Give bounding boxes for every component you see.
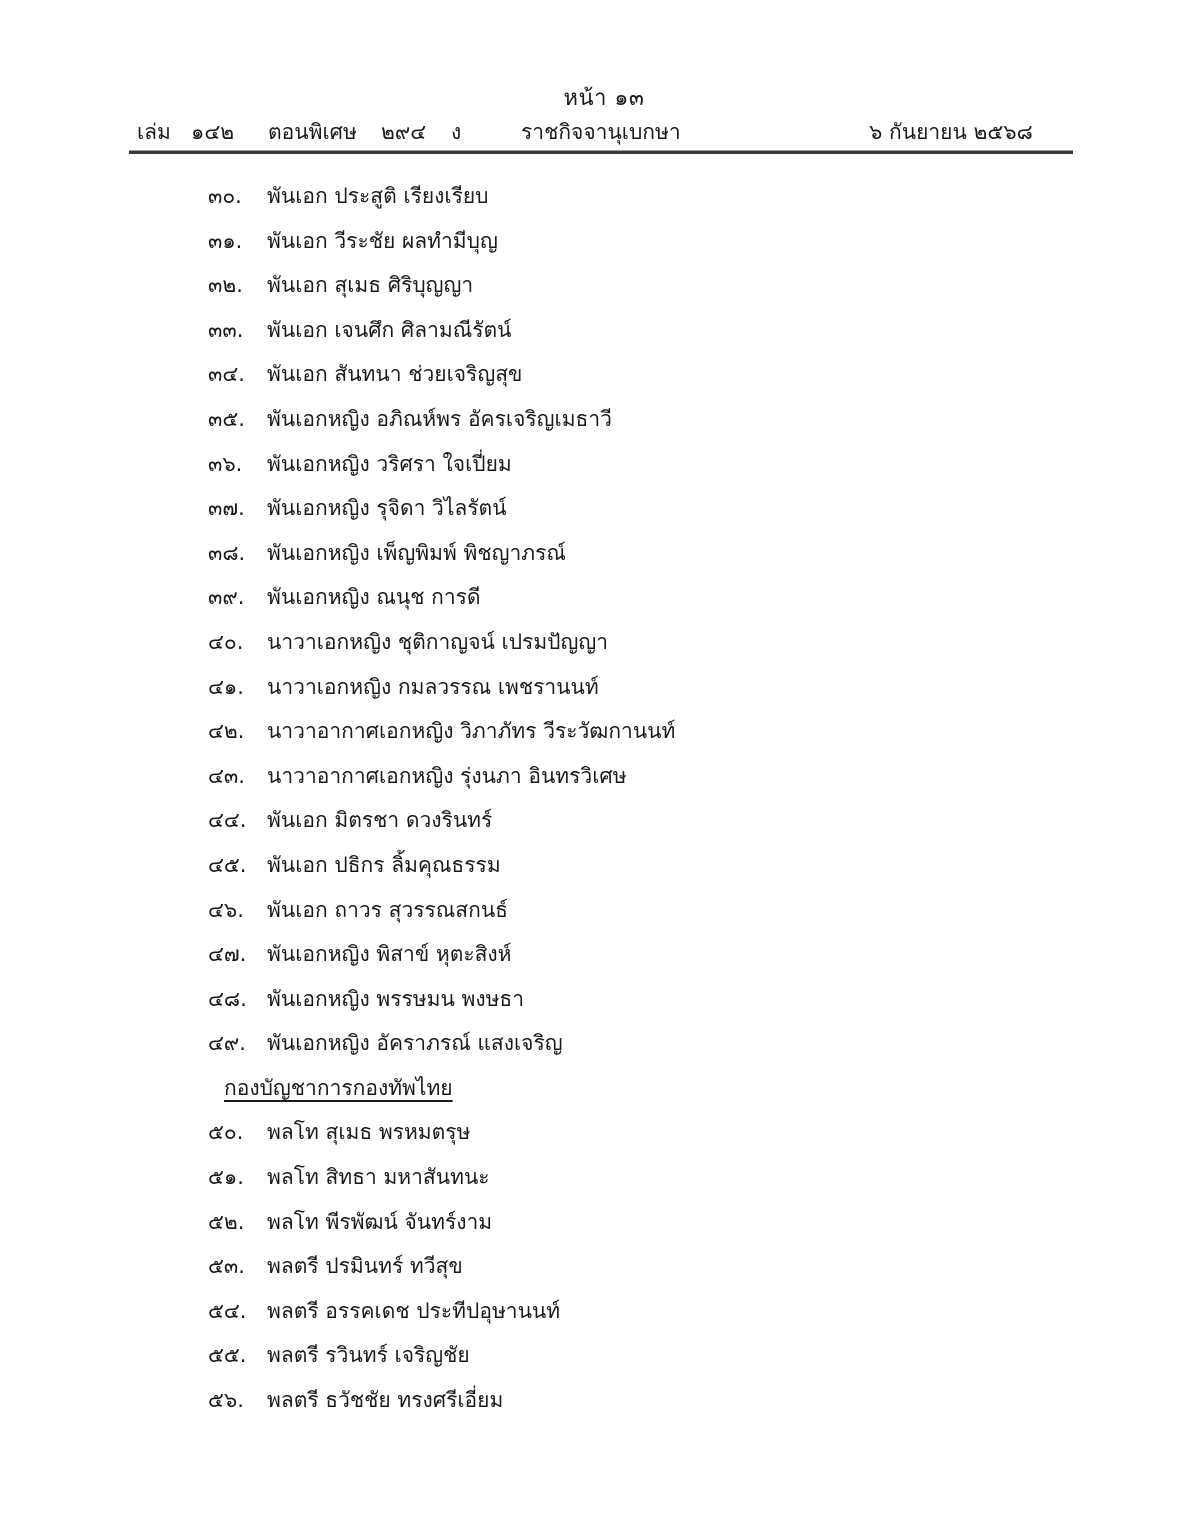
item-number: ๕๑.	[208, 1165, 244, 1190]
list-item	[208, 669, 1108, 714]
list-item	[208, 1293, 1108, 1338]
item-number: ๓๘.	[208, 540, 246, 565]
list-item	[208, 1382, 1108, 1427]
item-name: พันเอกหญิง วริศรา ใจเปี่ยม	[267, 451, 512, 476]
section-heading	[208, 1070, 1108, 1115]
item-name: นาวาอากาศเอกหญิง รุ่งนภา อินทรวิเศษ	[267, 763, 627, 788]
item-name: พันเอกหญิง อภิณห์พร อัครเจริญเมธาวี	[267, 406, 612, 431]
item-number: ๔๔.	[208, 808, 247, 833]
publication-name: ราชกิจจานุเบกษา	[521, 120, 681, 144]
item-name: พันเอก ถาวร สุวรรณสกนธ์	[267, 897, 508, 922]
item-name: พลโท พีรพัฒน์ จันทร์งาม	[267, 1209, 493, 1234]
name-list	[208, 178, 1108, 1427]
item-number: ๓๕.	[208, 406, 245, 431]
item-number: ๓๙.	[208, 585, 245, 610]
list-item	[208, 1248, 1108, 1293]
item-number: ๓๒.	[208, 273, 243, 298]
list-item	[208, 535, 1108, 580]
item-number: ๓๓.	[208, 317, 244, 342]
item-name: พันเอกหญิง อัคราภรณ์ แสงเจริญ	[267, 1031, 563, 1056]
list-item	[208, 892, 1108, 937]
list-item	[208, 1114, 1108, 1159]
item-number: ๕๐.	[208, 1120, 244, 1145]
publication-date: ๖ กันยายน ๒๕๖๘	[869, 120, 1033, 144]
list-item	[208, 847, 1108, 892]
item-name: นาวาเอกหญิง ชุติกาญจน์ เปรมปัญญา	[267, 629, 609, 654]
item-name: พันเอก สันทนา ช่วยเจริญสุข	[267, 362, 523, 387]
header-rule	[129, 150, 1073, 154]
item-number: ๕๒.	[208, 1209, 245, 1234]
gazette-header	[131, 116, 1073, 146]
list-item	[208, 178, 1108, 223]
list-item	[208, 446, 1108, 491]
item-number: ๔๕.	[208, 852, 247, 877]
section-label: ตอนพิเศษ	[268, 120, 357, 144]
item-name: พันเอกหญิง พิสาข์ หุตะสิงห์	[267, 942, 512, 967]
item-number: ๕๖.	[208, 1388, 244, 1413]
list-item	[208, 490, 1108, 535]
list-item	[208, 936, 1108, 981]
list-item	[208, 1204, 1108, 1249]
item-name: พันเอก ประสูติ เรียงเรียบ	[267, 184, 489, 208]
list-item	[208, 758, 1108, 803]
item-number: ๓๔.	[208, 362, 245, 387]
item-number: ๕๔.	[208, 1298, 247, 1323]
item-number: ๓๖.	[208, 451, 243, 476]
item-name: พลตรี รวินทร์ เจริญชัย	[267, 1343, 470, 1368]
item-name: พันเอกหญิง เพ็ญพิมพ์ พิชญาภรณ์	[267, 540, 566, 565]
item-number: ๔๒.	[208, 719, 245, 744]
list-item	[208, 981, 1108, 1026]
item-name: พลโท สุเมธ พรหมตรุษ	[267, 1120, 471, 1145]
list-item	[208, 356, 1108, 401]
list-item	[208, 1337, 1108, 1382]
item-name: พันเอก ปธิกร ลิ้มคุณธรรม	[267, 852, 501, 877]
item-name: พันเอกหญิง พรรษมน พงษธา	[267, 986, 525, 1011]
item-number: ๕๓.	[208, 1254, 245, 1279]
list-item	[208, 401, 1108, 446]
section-heading-text: กองบัญชาการกองทัพไทย	[224, 1075, 453, 1100]
list-item	[208, 713, 1108, 758]
item-number: ๔๗.	[208, 942, 247, 967]
item-name: พลตรี ธวัชชัย ทรงศรีเอี่ยม	[267, 1388, 504, 1413]
item-name: พันเอก สุเมธ ศิริบุญญา	[267, 273, 474, 298]
item-number: ๔๙.	[208, 1031, 246, 1056]
item-number: ๔๘.	[208, 986, 247, 1011]
section-letter: ง	[451, 120, 462, 144]
item-name: พันเอกหญิง รุจิดา วิไลรัตน์	[267, 496, 507, 521]
item-number: ๕๕.	[208, 1343, 247, 1368]
list-item	[208, 312, 1108, 357]
item-name: พันเอกหญิง ณนุช การดี	[267, 585, 481, 610]
item-name: พันเอก มิตรชา ดวงรินทร์	[267, 808, 493, 833]
item-name: พันเอก เจนศึก ศิลามณีรัตน์	[267, 317, 512, 342]
item-number: ๓๐.	[208, 184, 242, 208]
item-number: ๔๓.	[208, 763, 245, 788]
item-number: ๓๗.	[208, 496, 245, 521]
list-item	[208, 223, 1108, 268]
list-item	[208, 267, 1108, 312]
item-name: นาวาเอกหญิง กมลวรรณ เพชรานนท์	[267, 674, 599, 699]
volume-label: เล่ม	[137, 120, 171, 144]
list-item	[208, 1159, 1108, 1204]
item-name: พลโท สิทธา มหาสันทนะ	[267, 1165, 490, 1190]
item-name: พลตรี ปรมินทร์ ทวีสุข	[267, 1254, 463, 1279]
item-name: พลตรี อรรคเดช ประทีปอุษานนท์	[267, 1298, 561, 1323]
item-number: ๔๐.	[208, 629, 244, 654]
list-item	[208, 802, 1108, 847]
item-name: พันเอก วีระชัย ผลทำมีบุญ	[267, 228, 498, 253]
list-item	[208, 1025, 1108, 1070]
list-item	[208, 579, 1108, 624]
item-number: ๔๑.	[208, 674, 244, 699]
volume-number: ๑๔๒	[191, 120, 235, 144]
page-number: หน้า ๑๓	[563, 86, 645, 111]
item-number: ๓๑.	[208, 228, 243, 253]
section-number: ๒๙๔	[381, 120, 427, 144]
item-name: นาวาอากาศเอกหญิง วิภาภัทร วีระวัฒกานนท์	[267, 719, 676, 744]
item-number: ๔๖.	[208, 897, 244, 922]
list-item	[208, 624, 1108, 669]
